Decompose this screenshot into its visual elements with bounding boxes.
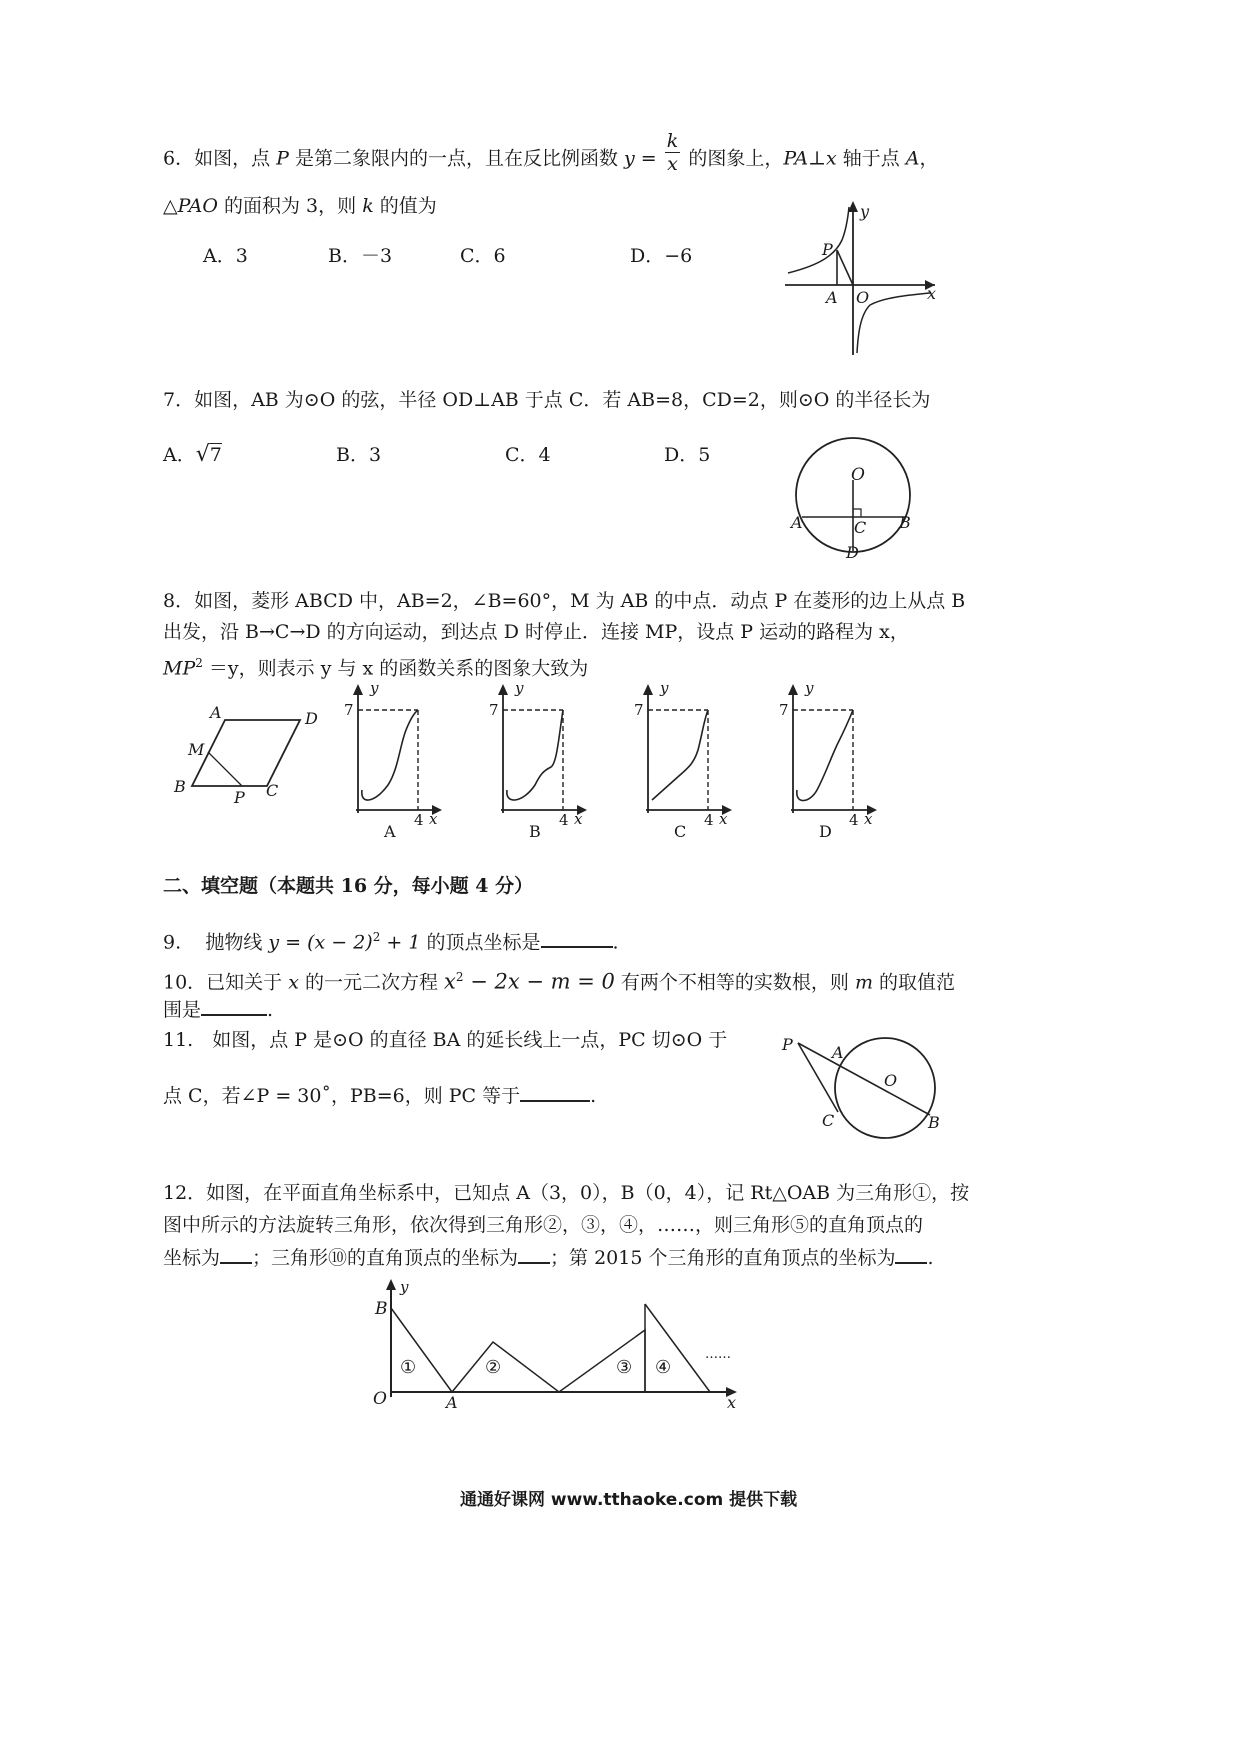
- label-o: O: [373, 1389, 387, 1409]
- label-o: O: [851, 465, 865, 485]
- q12-figure: [365, 1272, 755, 1412]
- graph-label-x: x: [429, 810, 438, 828]
- q10-line2: 围是 .: [163, 996, 273, 1022]
- graph-label-4: 4: [849, 811, 859, 829]
- label-p: P: [822, 240, 833, 259]
- label-d: D: [846, 543, 859, 562]
- q11-line2: 点 C，若∠P = 30˚，PB=6，则 PC 等于 .: [163, 1082, 596, 1108]
- graph-label-7: 7: [634, 701, 644, 719]
- graph-a: [344, 679, 442, 841]
- graph-label-x: x: [574, 810, 583, 828]
- graph-y-arrow: [788, 684, 798, 695]
- q7-stem: 7．如图，AB 为⊙O 的弦，半径 OD⊥AB 于点 C．若 AB=8，CD=2，则⊙O 的半径长为: [163, 389, 931, 411]
- q10-answer-blank[interactable]: [201, 996, 267, 1016]
- q8-line3: $MP^2 =y$，则表示 y 与 x 的函数关系的图象大致为: [163, 656, 589, 680]
- graph-label-y: y: [805, 679, 814, 697]
- label-p: P: [234, 788, 245, 807]
- graph-option-name: B: [529, 822, 541, 841]
- graph-label-7: 7: [779, 701, 789, 719]
- label-o: O: [856, 288, 870, 307]
- triangle-4-label: ④: [655, 1357, 672, 1378]
- triangle-1-label: ①: [400, 1357, 417, 1378]
- fraction-k-over-x: $\frac{k}{x}$: [666, 130, 679, 175]
- graph-label-y: y: [515, 679, 524, 697]
- label-m: M: [188, 740, 205, 759]
- graph-label-x: x: [864, 810, 873, 828]
- q12-line1: 12．如图，在平面直角坐标系中，已知点 A（3，0），B（0，4），记 Rt△OAB 为三角形①，按: [163, 1182, 970, 1204]
- q6-option-d: D．−6: [630, 245, 693, 267]
- q6-line2: △PAO 的面积为 3，则 k 的值为: [163, 195, 437, 217]
- q12-answer-blank-2[interactable]: [518, 1244, 550, 1264]
- q12-answer-blank-3[interactable]: [895, 1244, 927, 1264]
- label-a: A: [210, 703, 222, 722]
- q7-figure: [785, 425, 925, 570]
- q6-option-c: C．6: [460, 245, 506, 267]
- label-d: D: [305, 709, 318, 728]
- q11-line1: 11. 如图，点 P 是⊙O 的直径 BA 的延长线上一点，PC 切⊙O 于: [163, 1029, 728, 1051]
- graph-y-arrow: [353, 684, 363, 695]
- triangle-3-label: ③: [616, 1357, 633, 1378]
- q11-figure: [780, 1030, 950, 1140]
- graph-d: [779, 679, 877, 841]
- q8-rhombus-figure: [170, 700, 330, 810]
- y-axis-arrow: [386, 1279, 396, 1290]
- q9-stem: 9. 抛物线 $y = (x - 2)^2 + 1$ 的顶点坐标是 .: [163, 930, 619, 954]
- q6-option-a: A．3: [203, 245, 248, 267]
- graph-label-4: 4: [559, 811, 569, 829]
- q7-option-b: B．3: [336, 444, 382, 466]
- graph-option-name: D: [819, 822, 832, 841]
- sqrt-symbol: √: [195, 442, 210, 467]
- q8-line2: 出发，沿 B→C→D 的方向运动，到达点 D 时停止．连接 MP，设点 P 运动的路程为 x，: [163, 621, 909, 643]
- label-o: O: [884, 1071, 898, 1090]
- graph-label-7: 7: [344, 701, 354, 719]
- label-p: P: [782, 1035, 793, 1054]
- graph-b: [489, 679, 587, 841]
- y-axis-arrow: [848, 201, 858, 212]
- section-2-heading: 二、填空题（本题共 16 分，每小题 4 分）: [163, 875, 534, 897]
- q12-answer-blank-1[interactable]: [220, 1244, 252, 1264]
- graph-label-7: 7: [489, 701, 499, 719]
- label-c: C: [822, 1111, 835, 1130]
- graph-curve: [652, 710, 708, 800]
- q7-option-d: D．5: [664, 444, 711, 466]
- label-x: x: [927, 284, 937, 303]
- graph-y-arrow: [643, 684, 653, 695]
- footer-source: 通通好课网 www.tthaoke.com 提供下载: [460, 1490, 798, 1510]
- graph-option-name: C: [674, 822, 687, 841]
- label-y: y: [400, 1278, 409, 1296]
- label-y: y: [860, 202, 870, 221]
- q7-option-a: A．√7: [163, 442, 222, 467]
- graph-curve: [797, 710, 853, 801]
- label-c: C: [266, 781, 279, 800]
- q8-answer-graphs: [340, 675, 910, 845]
- q12-line3: 坐标为 ；三角形⑩的直角顶点的坐标为 ；第 2015 个三角形的直角顶点的坐标为 .: [163, 1244, 934, 1270]
- label-a: A: [791, 513, 803, 532]
- q9-answer-blank[interactable]: [541, 928, 613, 948]
- continuation-dots: ……: [705, 1347, 731, 1362]
- label-a: A: [832, 1043, 844, 1062]
- q10-line1: 10．已知关于 x 的一元二次方程 $x^2 - 2x - m = 0$ 有两个不相等的实数根，则 m 的取值范: [163, 969, 956, 994]
- q11-answer-blank[interactable]: [520, 1082, 590, 1102]
- label-b: B: [928, 1113, 940, 1132]
- triangle4-hypotenuse: [645, 1304, 710, 1392]
- label-a: A: [826, 288, 838, 307]
- graph-y-arrow: [498, 684, 508, 695]
- q12-line2: 图中所示的方法旋转三角形，依次得到三角形②，③，④，……，则三角形⑤的直角顶点的: [163, 1214, 924, 1236]
- graph-curve: [362, 710, 418, 800]
- graph-label-4: 4: [704, 811, 714, 829]
- segment-po: [837, 250, 853, 285]
- graph-curve: [507, 710, 563, 800]
- q6-option-b: B．－3: [328, 245, 393, 267]
- triangle-2-label: ②: [485, 1357, 502, 1378]
- label-x: x: [727, 1393, 737, 1412]
- graph-label-y: y: [370, 679, 379, 697]
- q8-line1: 8．如图，菱形 ABCD 中，AB=2，∠B=60°，M 为 AB 的中点．动点 P 在菱形的边上从点 B: [163, 590, 966, 612]
- graph-label-x: x: [719, 810, 728, 828]
- graph-label-y: y: [660, 679, 669, 697]
- secant-pb: [798, 1043, 930, 1115]
- q6-figure: [780, 195, 950, 360]
- q6-line1: 6．如图，点 P 是第二象限内的一点，且在反比例函数 y = $\frac{k}{x}$ 的图象上，PA⊥x 轴于点 A，: [163, 130, 939, 175]
- graph-option-name: A: [384, 822, 396, 841]
- label-a: A: [446, 1393, 458, 1412]
- label-c: C: [854, 518, 867, 537]
- q7-option-c: C．4: [505, 444, 551, 466]
- label-b: B: [375, 1299, 388, 1319]
- right-angle-mark: [853, 509, 861, 517]
- triangle-chain: [391, 1308, 645, 1392]
- segment-mp: [208, 752, 242, 786]
- graph-label-4: 4: [414, 811, 424, 829]
- hyperbola-branch-left: [788, 207, 849, 273]
- label-b: B: [174, 777, 186, 796]
- graph-c: [634, 679, 732, 841]
- label-b: B: [899, 513, 911, 532]
